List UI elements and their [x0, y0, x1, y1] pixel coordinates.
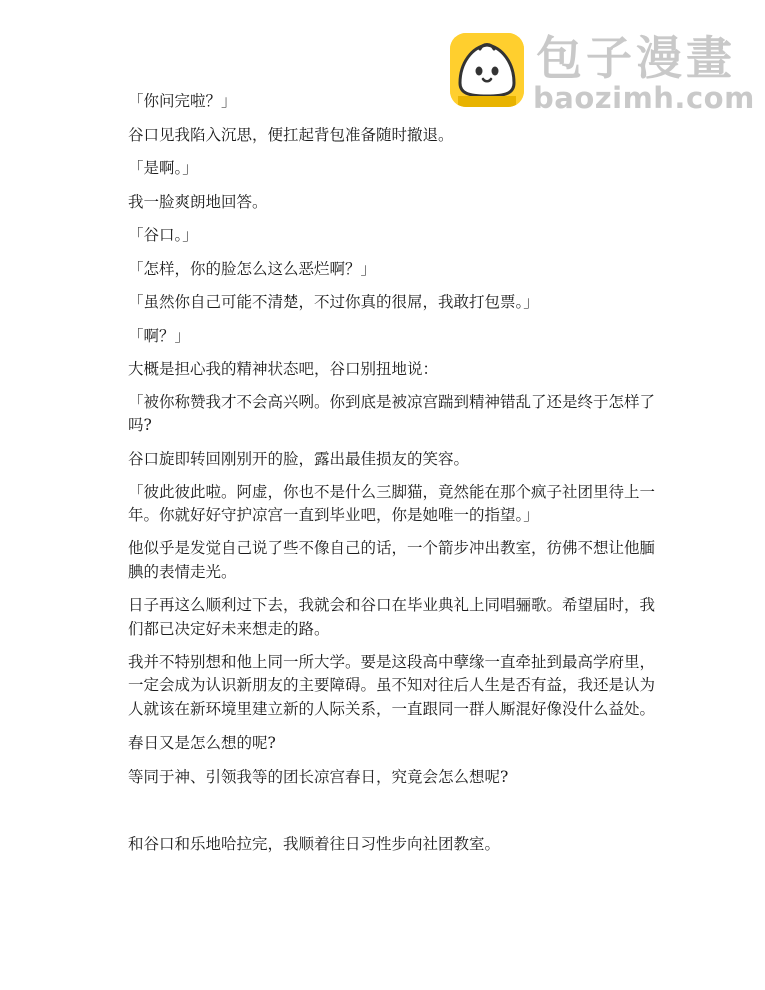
paragraph: 日子再这么顺利过下去，我就会和谷口在毕业典礼上同唱骊歌。希望届时，我们都已决定好未来想走的路。 — [128, 596, 656, 638]
paragraph: 谷口旋即转回刚别开的脸，露出最佳损友的笑容。 — [128, 450, 470, 469]
paragraph: 我并不特别想和他上同一所大学。要是这段高中孽缘一直牵扯到最高学府里，一定会成为认识新朋友的主要障碍。虽不知对往后人生是否有益，我还是认为人就该在新环境里建立新的人际关系，一直跟同一群人厮混好像没什么益处。 — [128, 652, 656, 718]
section-gap — [128, 798, 670, 832]
paragraph: 谷口见我陷入沉思，便扛起背包准备随时撤退。 — [128, 125, 454, 144]
brand-url: baozimh.com — [533, 81, 755, 115]
paragraph: 等同于神、引领我等的团长凉宫春日，究竟会怎么想呢? — [128, 767, 509, 786]
paragraph: 「是啊。」 — [128, 159, 198, 177]
paragraph: 「谷口。」 — [128, 226, 198, 244]
paragraph: 「彼此彼此啦。阿虚，你也不是什么三脚猫，竟然能在那个疯子社团里待上一年。你就好好守护凉宫一直到毕业吧，你是她唯一的指望。」 — [128, 482, 656, 525]
paragraph: 大概是担心我的精神状态吧，谷口别扭地说： — [128, 360, 439, 378]
novel-text — [128, 89, 670, 866]
paragraph: 「怎样，你的脸怎么这么恶烂啊？」 — [128, 259, 377, 278]
paragraph: 「你问完啦？」 — [128, 92, 237, 110]
paragraph: 「被你称赞我才不会高兴咧。你到底是被凉宫踹到精神错乱了还是终于怎样了吗? — [128, 392, 656, 435]
paragraph: 和谷口和乐地哈拉完，我顺着往日习性步向社团教室。 — [128, 835, 501, 854]
paragraph: 我一脸爽朗地回答。 — [128, 192, 268, 211]
paragraph: 春日又是怎么想的呢? — [128, 734, 276, 753]
paragraph: 「啊？」 — [128, 326, 191, 345]
paragraph: 「虽然你自己可能不清楚，不过你真的很屌，我敢打包票。」 — [128, 293, 539, 311]
paragraph: 他似乎是发觉自己说了些不像自己的话，一个箭步冲出教室，彷佛不想让他腼腆的表情走光。 — [128, 539, 656, 581]
brand-title: 包子漫畫 — [536, 31, 736, 85]
